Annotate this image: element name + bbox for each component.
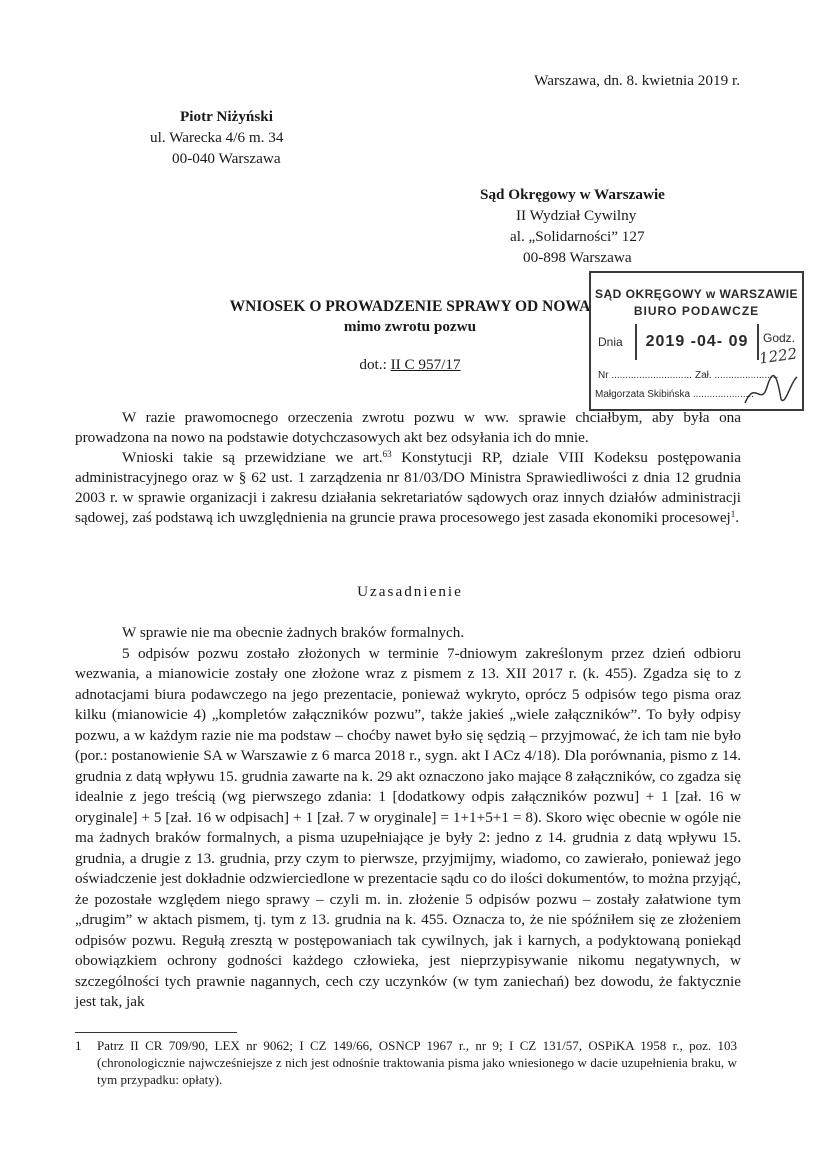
case-reference-label: dot.: — [359, 356, 391, 373]
intro-paragraph-1: W razie prawomocnego orzeczenia zwrotu pozwu w ww. sprawie chciałbym, aby była ona prowadzona na nowo na podstawie dotychczasowych akt bez odsyłania ich do mnie. — [75, 409, 741, 446]
stamp-court-name: SĄD OKRĘGOWY w WARSZAWIE — [594, 287, 799, 301]
sender-block — [145, 106, 305, 169]
court-city: 00-898 Warszawa — [523, 249, 632, 266]
justification-paragraph-1: W sprawie nie ma obecnie żadnych braków formalnych. — [122, 624, 465, 641]
article-superscript: 63 — [382, 449, 392, 459]
intro-paragraph-2: Wnioski takie są przewidziane we art.$^{63}$ Konstytucji RP, dziale VIII Kodeksu postępowania administracyjnego oraz w § 62 ust. 1 zarządzenia nr 81/03/DO Ministra Sprawiedliwości z dnia 12 grudnia 2003 r. w sprawie organizacji i zakresu działania sekretariatów sądowych oraz innych działów administracji sądowej, zaś podstawą ich uwzględnienia na gruncie prawa procesowego jest zasada ekonomiki procesowej$^1$. — [75, 449, 741, 526]
court-block — [480, 184, 695, 268]
letter-date: Warszawa, dn. 8. kwietnia 2019 r. — [534, 72, 740, 89]
document-subtitle: mimo zwrotu pozwu — [343, 318, 477, 335]
document-title: WNIOSEK O PROWADZENIE SPRAWY OD NOWA — [229, 298, 591, 315]
stamp-signer: Małgorzata Skibińska ...................... — [595, 389, 754, 400]
court-department: II Wydział Cywilny — [516, 207, 637, 224]
stamp-date: 2019 -04- 09 — [645, 333, 749, 350]
case-reference — [345, 356, 475, 374]
stamp-handwritten-time: 1222 — [757, 344, 799, 368]
stamp-office: BIURO PODAWCZE — [633, 304, 760, 318]
stamp-signature-scribble — [741, 373, 801, 411]
stamp-godz-label: Godz. — [763, 331, 796, 345]
footnote-text: Patrz II CR 709/90, LEX nr 9062; I CZ 149/66, OSNCP 1967 r., nr 9; I CZ 131/57, OSPiKA 1958 r., poz. 103 (chronologicznie najwcześniejsze z nich jest odnośnie traktowania pisma jako wniesionego w dacie uzupełnienia braku, w tym przypadku: opłaty). — [97, 1038, 737, 1087]
stamp-nr-field: Nr ............................. — [598, 370, 692, 381]
sender-street: ul. Warecka 4/6 m. 34 — [150, 129, 284, 146]
intro-section — [75, 408, 741, 528]
court-street: al. „Solidarności” 127 — [510, 228, 645, 245]
footnote-number: 1 — [75, 1038, 82, 1053]
sender-city: 00-040 Warszawa — [172, 150, 281, 167]
stamp-dnia-label: Dnia — [598, 335, 623, 349]
justification-section — [75, 623, 741, 1013]
footnote-divider — [75, 1032, 237, 1033]
receipt-stamp — [589, 271, 804, 411]
stamp-zal-field: Zał. ....................... — [695, 370, 779, 381]
justification-paragraph-2: 5 odpisów pozwu zostało złożonych w terminie 7-dniowym zakreślonym przez dzień odbioru wezwania, a mianowicie zostały one złożone wraz z pismem z 13. XII 2017 r. (k. 455). Zgadza się to z adnotacjami biura podawczego na jego prezentacie, ponieważ wykryto, oprócz 5 odpisów tego pisma oraz kilku (mianowicie 4) „kompletów załączników pozwu”, także jakieś „wiele załączników”. To były odpisy pozwu, a w każdym razie nie ma podstaw – choćby nawet było się sędzią – przyjmować, że ich tam nie było (por.: postanowienie SA w Warszawie z 6 marca 2018 r., sygn. akt I ACz 4/18). Dla porównania, pismo z 14. grudnia z datą wpływu 15. grudnia zawarte na k. 29 akt oznaczono jako mające 8 załączników, co zgadza się idealnie z jego treścią (wg pierwszego zdania: 1 [dodatkowy odpis załączników pozwu] + 1 [zał. 16 w oryginale] + 5 [zał. 16 w odpisach] + 1 [zał. 7 w oryginale] = 1+1+5+1 = 8). Skoro więc obecnie w ogóle nie ma żadnych braków formalnych, a pisma uzupełniające je były 2: jedno z 14. grudnia z datą wpływu 15. grudnia, a drugie z 13. grudnia, przy czym to pierwsze, przyjmijmy, wiadomo, co zawierało, ponieważ jego oświadczenie jest dokładnie odzwierciedlone w prezentacie sądu co do ilości dokumentów, to można przyjąć, że pozostałe względem niego sprawy – czyli m. in. złożenie 5 odpisów pozwu – zostały załatwione tym „drugim” w aktach pismem, tj. tym z 13. grudnia na k. 455. Oznacza to, że nie spóźniłem się ze złożeniem odpisów pozwu. Regułą zresztą w postępowaniach tak cywilnych, jak i karnych, a podyktowaną poniekąd obowiązkiem ochrony godności każdego człowieka, jest nieprzypisywanie nikomu negatywnych, w szczególności tych prawnie nagannych, cech czy uczynków (w tym zaniechań) bez dowodu, że faktycznie jest tak, jak — [75, 644, 741, 1010]
section-heading: Uzasadnienie — [357, 583, 463, 600]
sender-name: Piotr Niżyński — [180, 108, 273, 125]
stamp-date-box — [635, 324, 759, 360]
case-signature: II C 957/17 — [390, 356, 461, 373]
court-name: Sąd Okręgowy w Warszawie — [480, 186, 665, 203]
footnote-reference: 1 — [730, 509, 736, 519]
